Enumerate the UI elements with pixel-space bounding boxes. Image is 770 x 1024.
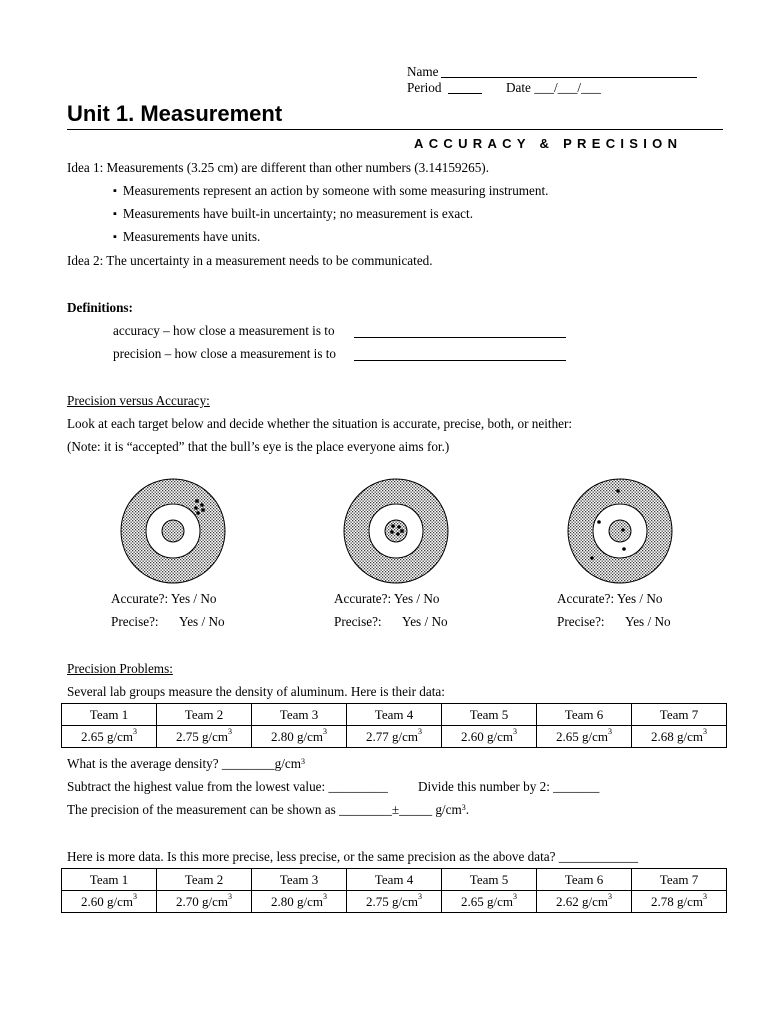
name-blank-line[interactable] <box>441 77 697 78</box>
bullet-item: ▪ Measurements represent an action by someone with some measuring instrument. <box>113 183 548 200</box>
density-cell: 2.65 $g/cm^3$ <box>537 726 632 748</box>
name-field[interactable] <box>407 64 439 80</box>
density-cell: 2.80 $g/cm^3$ <box>252 891 347 913</box>
precise-options-3[interactable]: Yes / No <box>625 614 671 629</box>
page-title: Unit 1. Measurement <box>67 101 283 126</box>
accuracy-definition: accuracy – how close a measurement is to <box>113 323 335 338</box>
team-header: Team 2 <box>157 869 252 891</box>
idea-2: Idea 2: The uncertainty in a measurement needs to be communicated. <box>67 253 433 268</box>
density-cell: 2.62 $g/cm^3$ <box>537 891 632 913</box>
team-header: Team 3 <box>252 869 347 891</box>
divide-question[interactable]: Divide this number by 2: _______ <box>418 779 600 794</box>
bullet-item: ▪ Measurements have built-in uncertainty; no measurement is exact. <box>113 206 473 223</box>
target-1 <box>120 478 226 584</box>
precise-label-1: Precise?: <box>111 614 159 629</box>
team-header: Team 4 <box>347 704 442 726</box>
period-field[interactable] <box>407 80 441 96</box>
team-header: Team 1 <box>62 704 157 726</box>
table-row <box>62 891 727 913</box>
team-header: Team 6 <box>537 869 632 891</box>
density-cell: 2.65 $g/cm^3$ <box>62 726 157 748</box>
name-label: Name <box>407 64 439 79</box>
density-cell: 2.60 $g/cm^3$ <box>442 726 537 748</box>
bullet-item: ▪ Measurements have units. <box>113 229 260 246</box>
team-header: Team 6 <box>537 704 632 726</box>
team-header: Team 5 <box>442 704 537 726</box>
precision-shown-as[interactable]: The precision of the measurement can be shown as ________±_____ $g/cm^3$. <box>67 802 470 817</box>
team-header: Team 7 <box>632 869 727 891</box>
team-header: Team 4 <box>347 869 442 891</box>
density-table-2 <box>61 868 727 913</box>
subtract-question[interactable]: Subtract the highest value from the lowest value: _________ <box>67 779 388 794</box>
table-header-row <box>62 869 727 891</box>
pva-note: (Note: it is “accepted” that the bull’s eye is the place everyone aims for.) <box>67 439 450 454</box>
density-cell: 2.77 $g/cm^3$ <box>347 726 442 748</box>
density-cell: 2.68 $g/cm^3$ <box>632 726 727 748</box>
density-cell: 2.60 $g/cm^3$ <box>62 891 157 913</box>
average-density-question[interactable]: What is the average density? $\_\_\_\_\_\_\_\_g/cm^3$ <box>67 756 306 771</box>
density-cell: 2.80 $g/cm^3$ <box>252 726 347 748</box>
team-header: Team 2 <box>157 704 252 726</box>
precision-blank-line[interactable] <box>354 360 566 361</box>
precision-definition: precision – how close a measurement is to <box>113 346 337 361</box>
team-header: Team 3 <box>252 704 347 726</box>
density-cell: 2.75 $g/cm^3$ <box>157 726 252 748</box>
pva-heading: Precision versus Accuracy: <box>67 393 210 408</box>
density-table-1 <box>61 703 727 748</box>
team-header: Team 7 <box>632 704 727 726</box>
precise-options-2[interactable]: Yes / No <box>402 614 448 629</box>
accurate-question-3[interactable]: Accurate?: Yes / No <box>557 591 663 606</box>
target-2 <box>343 478 449 584</box>
team-header: Team 1 <box>62 869 157 891</box>
target-3 <box>567 478 673 584</box>
table-header-row <box>62 704 727 726</box>
problems-heading: Precision Problems: <box>67 661 173 676</box>
density-cell: 2.78 $g/cm^3$ <box>632 891 727 913</box>
more-data-question[interactable]: Here is more data. Is this more precise, less precise, or the same precision as the above data? ____________ <box>67 849 638 864</box>
precise-options-1[interactable]: Yes / No <box>179 614 225 629</box>
table-row <box>62 726 727 748</box>
problems-intro: Several lab groups measure the density of aluminum. Here is their data: <box>67 684 445 699</box>
pva-instruction: Look at each target below and decide whether the situation is accurate, precise, both, or neither: <box>67 416 573 431</box>
accuracy-blank-line[interactable] <box>354 337 566 338</box>
density-cell: 2.75 $g/cm^3$ <box>347 891 442 913</box>
period-label: Period <box>407 80 442 95</box>
team-header: Team 5 <box>442 869 537 891</box>
idea-1: Idea 1: Measurements (3.25 cm) are different than other numbers (3.14159265). <box>67 160 489 175</box>
density-cell: 2.65 $g/cm^3$ <box>442 891 537 913</box>
accurate-question-1[interactable]: Accurate?: Yes / No <box>111 591 217 606</box>
period-blank-line[interactable] <box>448 93 482 94</box>
precise-label-3: Precise?: <box>557 614 605 629</box>
page-subtitle: ACCURACY & PRECISION <box>414 136 683 151</box>
date-field[interactable]: Date ___/___/___ <box>506 80 601 95</box>
accurate-question-2[interactable]: Accurate?: Yes / No <box>334 591 440 606</box>
header-divider <box>67 129 723 130</box>
precise-label-2: Precise?: <box>334 614 382 629</box>
density-cell: 2.70 $g/cm^3$ <box>157 891 252 913</box>
definitions-heading: Definitions: <box>67 300 133 315</box>
